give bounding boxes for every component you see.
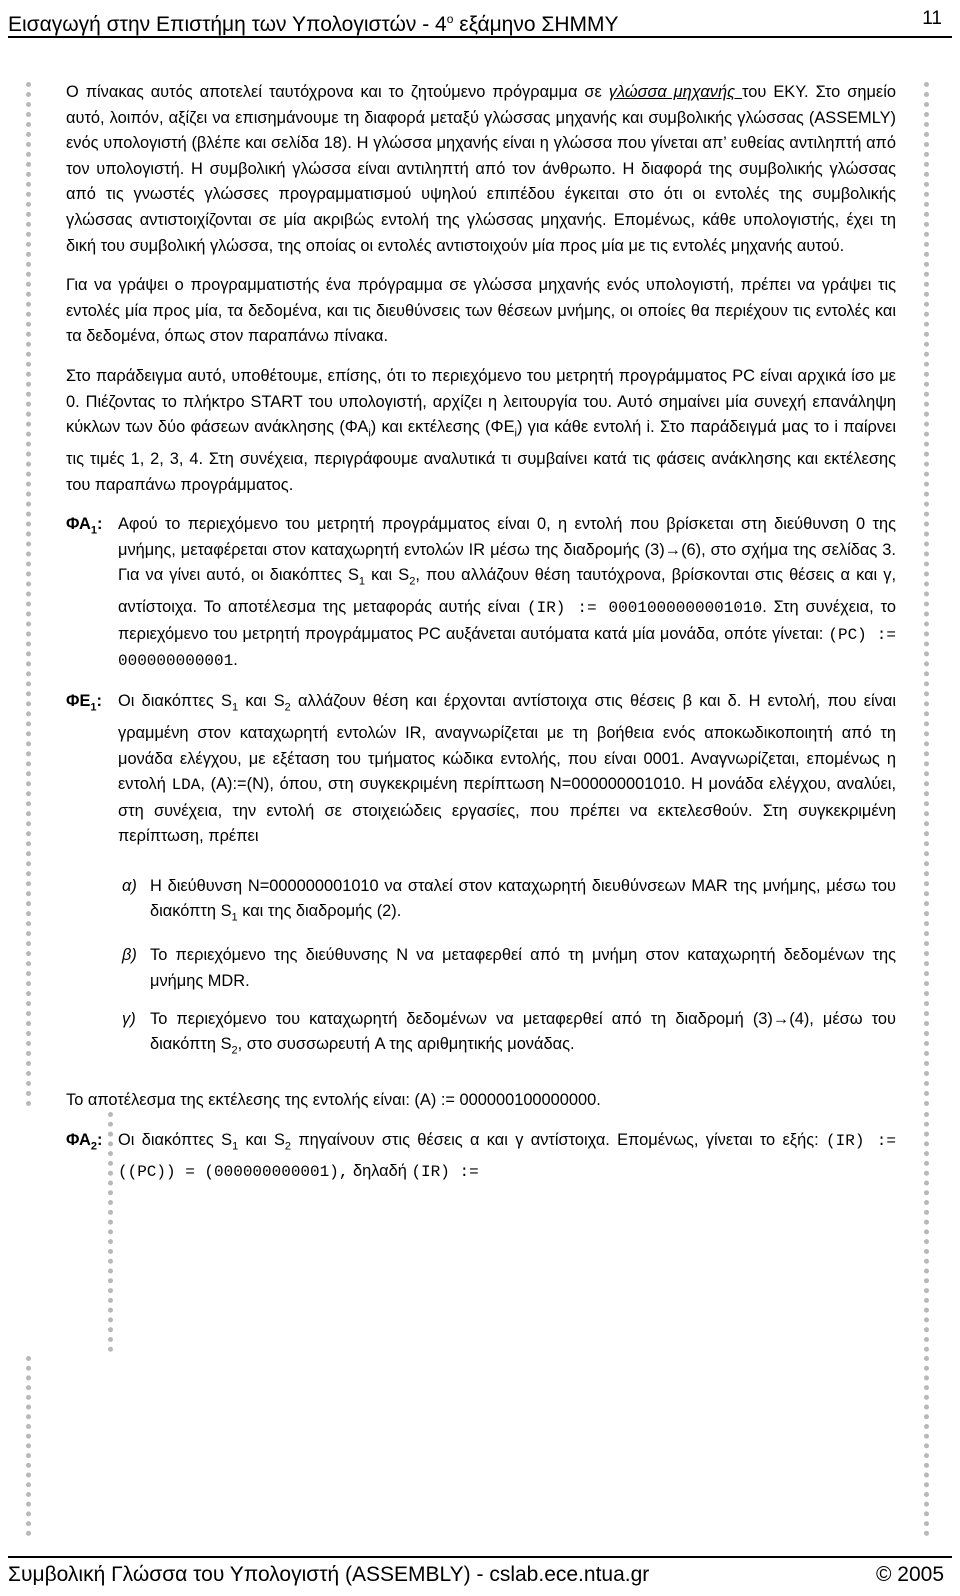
phase-fa1	[66, 512, 896, 675]
page-body	[66, 80, 896, 1200]
arrow-icon: →	[772, 1009, 790, 1028]
right-dotted-rule-bottom	[924, 1356, 929, 1536]
right-dotted-rule-items	[924, 1112, 929, 1352]
paragraph-programmer: Για να γράψει ο προγραμματιστής ένα πρόγραμμα σε γλώσσα μηχανής ενός υπολογιστή, πρέπει να γράψει τις εντολές μία προς μία, τα δεδομένα, και τις διευθύνσεις των θέσεων μνήμης, οι οποίες θα περιέχουν τις εντολές και τα δεδομένα, όπως στον παραπάνω πίνακα.	[66, 276, 896, 346]
arrow-icon: →	[664, 540, 682, 559]
list-item: γ) Το περιεχόμενο του καταχωρητή δεδομένων να μεταφερθεί από τη διαδρομή (3)→(4), μέσω του διακόπτη $S_2$, στο συσσωρευτή A της αριθμητικής μονάδας.	[122, 1009, 896, 1057]
right-dotted-rule	[924, 82, 929, 1107]
result-line: Το αποτέλεσμα της εκτέλεσης της εντολής είναι: (A) := 000000100000000.	[66, 1091, 601, 1109]
page-number: 11	[922, 8, 942, 29]
page-header	[8, 4, 952, 38]
list-item: β) Το περιεχόμενο της διεύθυνσης N να μεταφερθεί από τη μνήμη στον καταχωρητή δεδομένων της μνήμης MDR.	[122, 946, 896, 990]
phase-fa1-label: $\Phi A_1$:	[66, 515, 103, 537]
left-dotted-rule	[26, 82, 31, 1107]
list-item: α) Η διεύθυνση N=000000001010 να σταλεί στον καταχωρητή διευθύνσεων MAR της μνήμης, μέσω του διακόπτη $S_1$ και της διαδρομής (2).	[122, 876, 896, 924]
code-lda: LDA	[171, 776, 201, 795]
left-dotted-rule-bottom	[26, 1356, 31, 1536]
code-ir-pc: (IR) := ((PC)) = (000000000001),	[118, 1131, 897, 1182]
steps-list	[122, 874, 896, 1064]
code-pc: (PC) := 000000000001	[118, 625, 897, 671]
phase-fe1-label: $\Phi E_1$:	[66, 692, 102, 714]
phase-fa1-text: Αφού το περιεχόμενο του μετρητή προγράμματος είναι 0, η εντολή που βρίσκεται στη διεύθυνση 0 της μνήμης, μεταφέρεται στον καταχωρητή εντολών IR μέσω της διαδρομής (3)→(6), στο σχήμα της σελίδας 3. Για να γίνει αυτό, οι διακόπτες $S_1$ και $S_2$, που αλλάζουν θέση ταυτόχρονα, βρίσκονται στις θέσεις α και γ, αντίστοιχα. Το αποτέλεσμα της μεταφοράς αυτής είναι (IR) := 0001000000001010. Στη συνέχεια, το περιεχόμενο του μετρητή προγράμματος PC αυξάνεται αυτόματα κατά μία μονάδα, οπότε γίνεται: (PC) := 000000000001.	[118, 515, 897, 671]
footer-copyright: © 2005	[875, 1563, 944, 1586]
phase-fe1	[66, 689, 896, 850]
page-footer	[8, 1556, 952, 1594]
paragraph-example: Στο παράδειγμα αυτό, υποθέτουμε, επίσης, ότι το περιεχόμενο του μετρητή προγράμματος PC είναι αρχικά ίσο με 0. Πιέζοντας το πλήκτρο START του υπολογιστή, αρχίζει η λειτουργία του. Αυτό σημαίνει μία συνεχή επανάληψη κύκλων των δύο φάσεων ανάκλησης $(\Phi A_i)$ και εκτέλεσης $(\Phi E_i)$ για κάθε εντολή i. Στο παράδειγμά μας το i παίρνει τις τιμές 1, 2, 3, 4. Στη συνέχεια, περιγράφουμε αναλυτικά τι συμβαίνει κατά τις φάσεις ανάκλησης και εκτέλεσης του παραπάνω προγράμματος.	[66, 366, 896, 494]
paragraph-machine-language: Ο πίνακας αυτός αποτελεί ταυτόχρονα και το ζητούμενο πρόγραμμα σε γλώσσα μηχανής του ΕΚΥ. Στο σημείο αυτό, λοιπόν, αξίζει να επισημάνουμε τη διαφορά μεταξύ γλώσσας μηχανής και συμβολικής γλώσσας (ASSEMLY) ενός υπολογιστή (βλέπε και σελίδα 18). Η γλώσσα μηχανής είναι η γλώσσα που γίνεται απ’ ευθείας αντιληπτή από τον υπολογιστή. Η συμβολική γλώσσα είναι αντιληπτή από τον άνθρωπο. Η διαφορά της συμβολικής γλώσσας από τις γνωστές γλώσσες προγραμματισμού υψηλού επιπέδου έγκειται στο ότι οι εντολές της συμβολικής γλώσσας αντιστοιχίζονται σε μία ακριβώς εντολή της γλώσσας μηχανής. Επομένως, κάθε υπολογιστής, έχει τη δική του συμβολική γλώσσα, της οποίας οι εντολές αντιστοιχούν μία προς μία με τις εντολές μηχανής αυτού.	[66, 83, 896, 255]
header-title: Εισαγωγή στην Επιστήμη των Υπολογιστών - $4^o$ εξάμηνο ΣΗΜΜΥ	[8, 12, 619, 36]
phase-fa2	[66, 1128, 896, 1186]
code-ir-assign: (IR) :=	[411, 1163, 479, 1182]
phase-fe1-text: Οι διακόπτες $S_1$ και $S_2$ αλλάζουν θέση και έρχονται αντίστοιχα στις θέσεις β και δ. Η εντολή, που είναι γραμμένη στον καταχωρητή εντολών IR, αναγνωρίζεται με τη βοήθεια ενός αποκωδικοποιητή από τη μονάδα ελέγχου, με εξέταση του τμήματος κώδικα εντολής, που είναι 0001. Αναγνωρίζεται, επομένως η εντολή LDA, (A):=(N), όπου, στη συγκεκριμένη περίπτωση N=000000001010. Η μονάδα ελέγχου, αναλύει, στη συνέχεια, την εντολή σε στοιχειώδεις εργασίες, που πρέπει να εκτελεσθούν. Στη συγκεκριμένη περίπτωση, πρέπει	[118, 692, 897, 846]
phase-fa2-label: $\Phi A_2$:	[66, 1130, 103, 1152]
code-ir: (IR) := 0001000000001010	[526, 599, 763, 618]
phase-fa2-text: Οι διακόπτες $S_1$ και $S_2$ πηγαίνουν στις θέσεις α και γ αντίστοιχα. Επομένως, γίνεται το εξής: (IR) := ((PC)) = (000000000001), δηλαδή (IR) :=	[118, 1130, 897, 1182]
machine-language-link[interactable]: γλώσσα μηχανής	[608, 83, 743, 101]
footer-text: Συμβολική Γλώσσα του Υπολογιστή (ASSEMBLY) - cslab.ece.ntua.gr	[8, 1563, 650, 1586]
